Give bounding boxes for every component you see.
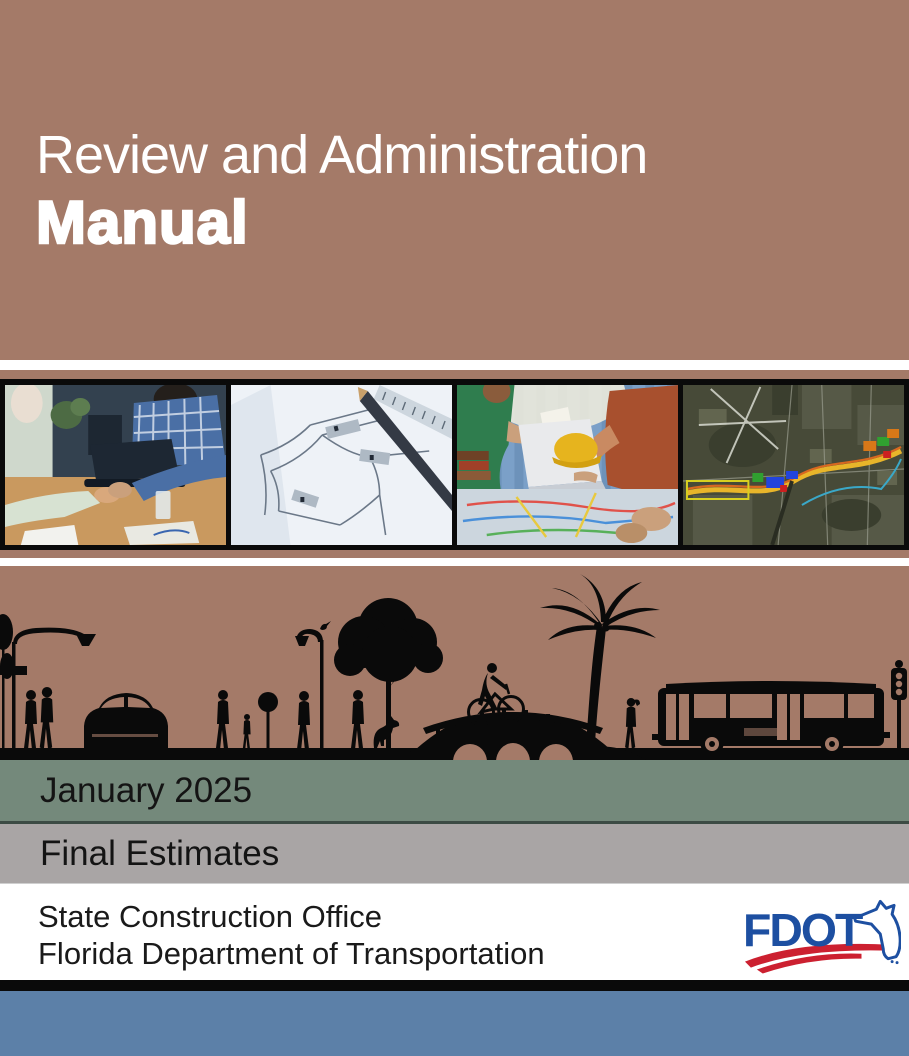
separator-bar-bottom xyxy=(0,558,909,566)
aerial-map-photo-illustration xyxy=(683,385,904,545)
blueprint-photo-illustration xyxy=(231,385,452,545)
subtitle-bar xyxy=(0,824,909,883)
org-office: State Construction Office xyxy=(38,899,383,934)
title-block xyxy=(36,122,647,258)
photo-business-handshake-meeting xyxy=(5,385,226,545)
cover-title: Review and Administration xyxy=(36,125,648,185)
photo-band xyxy=(0,379,909,550)
handshake-photo-illustration xyxy=(5,385,226,545)
manual-subtitle: Final Estimates xyxy=(40,833,280,873)
date-bar xyxy=(0,760,909,824)
separator-bar-top xyxy=(0,360,909,370)
cover-title-manual: Manual xyxy=(36,189,249,256)
organization-lines xyxy=(38,898,545,972)
publication-date: January 2025 xyxy=(40,770,253,810)
photo-construction-planning xyxy=(457,385,678,545)
photo-aerial-gis-map xyxy=(683,385,904,545)
footer-blue-bar xyxy=(0,991,909,1056)
organization-section xyxy=(0,883,909,980)
org-department: Florida Department of Transportation xyxy=(38,936,545,971)
fdot-logo-text: FDOT xyxy=(743,903,862,956)
fdot-logo xyxy=(743,892,901,974)
footer-black-bar xyxy=(0,980,909,991)
streetscape-silhouette xyxy=(0,566,909,760)
planning-photo-illustration xyxy=(457,385,678,545)
photo-engineering-blueprint xyxy=(231,385,452,545)
